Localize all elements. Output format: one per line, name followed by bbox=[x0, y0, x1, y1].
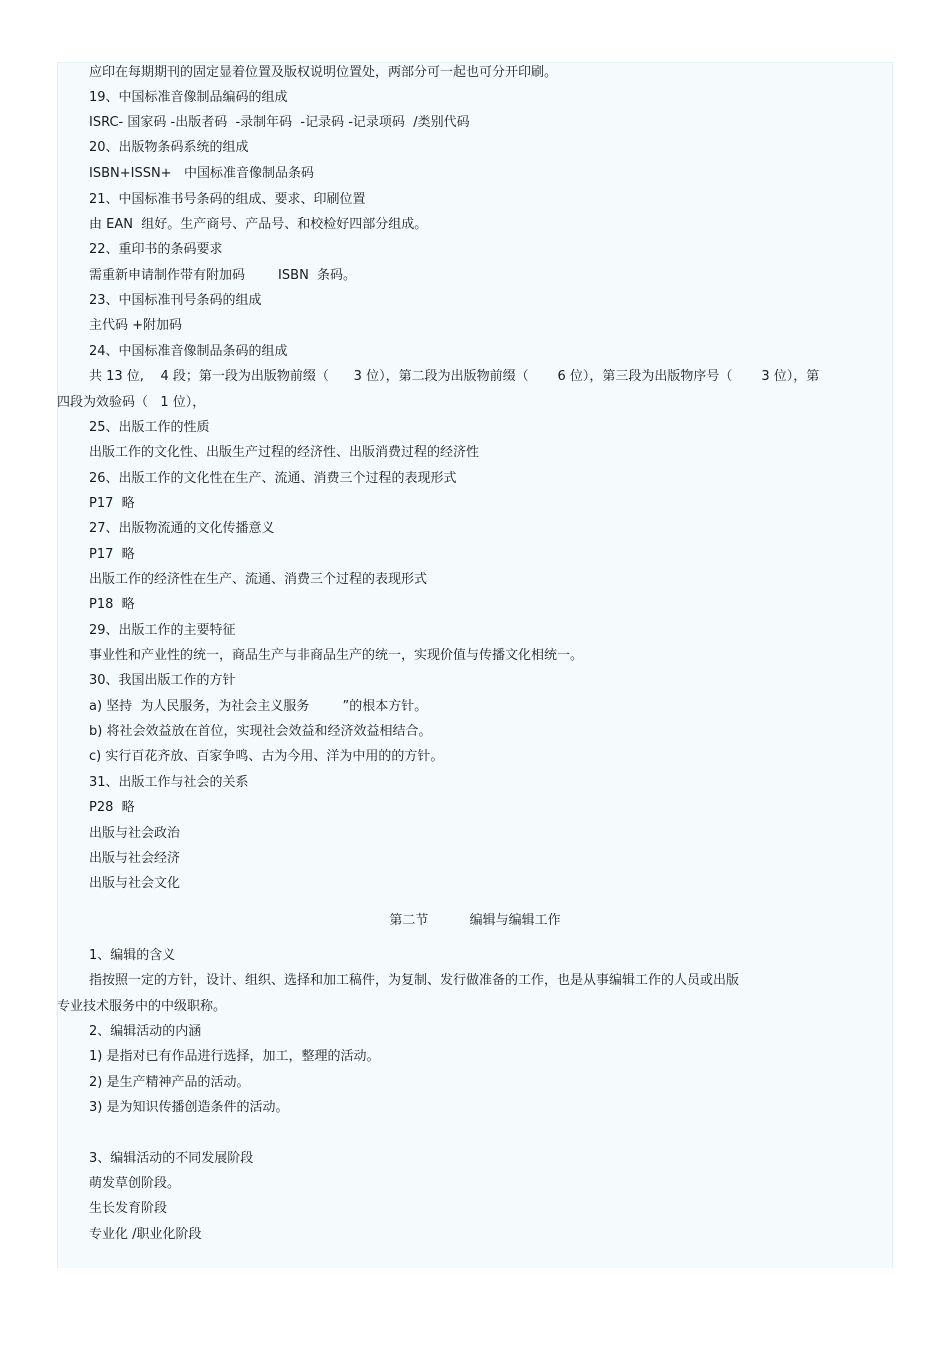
text-line: 出版工作的经济性在生产、流通、消费三个过程的表现形式 bbox=[89, 572, 428, 587]
heading-29: 29、出版工作的主要特征 bbox=[89, 623, 236, 638]
text-line: c) 实行百花齐放、百家争鸣、古为今用、洋为中用的的方针。 bbox=[89, 749, 444, 764]
heading-26: 26、出版工作的文化性在生产、流通、消费三个过程的表现形式 bbox=[89, 471, 457, 486]
text-line: 出版与社会政治 bbox=[89, 826, 181, 841]
text-line: 需重新申请制作带有附加码 ISBN 条码。 bbox=[89, 268, 357, 283]
heading-3: 3、编辑活动的不同发展阶段 bbox=[89, 1151, 254, 1166]
heading-1: 1、编辑的含义 bbox=[89, 948, 176, 963]
heading-19: 19、中国标准音像制品编码的组成 bbox=[89, 90, 288, 105]
heading-21: 21、中国标准书号条码的组成、要求、印刷位置 bbox=[89, 192, 366, 207]
text-line: 出版工作的文化性、出版生产过程的经济性、出版消费过程的经济性 bbox=[89, 445, 480, 460]
text-line: 出版与社会经济 bbox=[89, 851, 181, 866]
text-line: 指按照一定的方针，设计、组织、选择和加工稿件，为复制、发行做准备的工作，也是从事编辑工作的人员或出版 bbox=[89, 973, 740, 988]
section-title: 第二节 编辑与编辑工作 bbox=[389, 913, 561, 928]
text-line: 生长发育阶段 bbox=[89, 1201, 168, 1216]
heading-25: 25、出版工作的性质 bbox=[89, 420, 210, 435]
text-line: 主代码 +附加码 bbox=[89, 318, 183, 333]
heading-30: 30、我国出版工作的方针 bbox=[89, 673, 236, 688]
heading-23: 23、中国标准刊号条码的组成 bbox=[89, 293, 262, 308]
heading-22: 22、重印书的条码要求 bbox=[89, 242, 223, 257]
text-line: P17 略 bbox=[89, 496, 135, 511]
text-line: 四段为效验码（ 1 位）， bbox=[57, 395, 206, 410]
text-line: 专业技术服务中的中级职称。 bbox=[57, 999, 227, 1014]
heading-31: 31、出版工作与社会的关系 bbox=[89, 775, 249, 790]
heading-20: 20、出版物条码系统的组成 bbox=[89, 140, 249, 155]
text-line: P18 略 bbox=[89, 597, 135, 612]
text-line: a) 坚持 为人民服务，为社会主义服务 ”的根本方针。 bbox=[89, 699, 428, 714]
heading-24: 24、中国标准音像制品条码的组成 bbox=[89, 344, 288, 359]
text-line: ISRC- 国家码 -出版者码 -录制年码 -记录码 -记录项码 /类别代码 bbox=[89, 115, 470, 130]
text-line: b) 将社会效益放在首位，实现社会效益和经济效益相结合。 bbox=[89, 724, 432, 739]
text-line: 应印在每期期刊的固定显着位置及版权说明位置处，两部分可一起也可分开印刷。 bbox=[89, 65, 558, 80]
heading-27: 27、出版物流通的文化传播意义 bbox=[89, 521, 275, 536]
text-line: 3) 是为知识传播创造条件的活动。 bbox=[89, 1100, 289, 1115]
text-line: 1) 是指对已有作品进行选择，加工，整理的活动。 bbox=[89, 1049, 380, 1064]
text-line: 出版与社会文化 bbox=[89, 876, 181, 891]
heading-2: 2、编辑活动的内涵 bbox=[89, 1024, 202, 1039]
text-line: 事业性和产业性的统一，商品生产与非商品生产的统一，实现价值与传播文化相统一。 bbox=[89, 648, 584, 663]
text-line: 2) 是生产精神产品的活动。 bbox=[89, 1075, 250, 1090]
text-line: 共 13 位, 4 段；第一段为出版物前缀（ 3 位），第二段为出版物前缀（ 6 位），第三段为出版物序号（ 3 位），第 bbox=[89, 369, 820, 384]
text-line: 专业化 /职业化阶段 bbox=[89, 1227, 202, 1242]
text-line: P28 略 bbox=[89, 800, 135, 815]
text-line: 萌发草创阶段。 bbox=[89, 1176, 181, 1191]
text-line: 由 EAN 组好。生产商号、产品号、和校检好四部分组成。 bbox=[89, 217, 428, 232]
text-line: P17 略 bbox=[89, 547, 135, 562]
text-line: ISBN+ISSN+ 中国标准音像制品条码 bbox=[89, 166, 314, 181]
